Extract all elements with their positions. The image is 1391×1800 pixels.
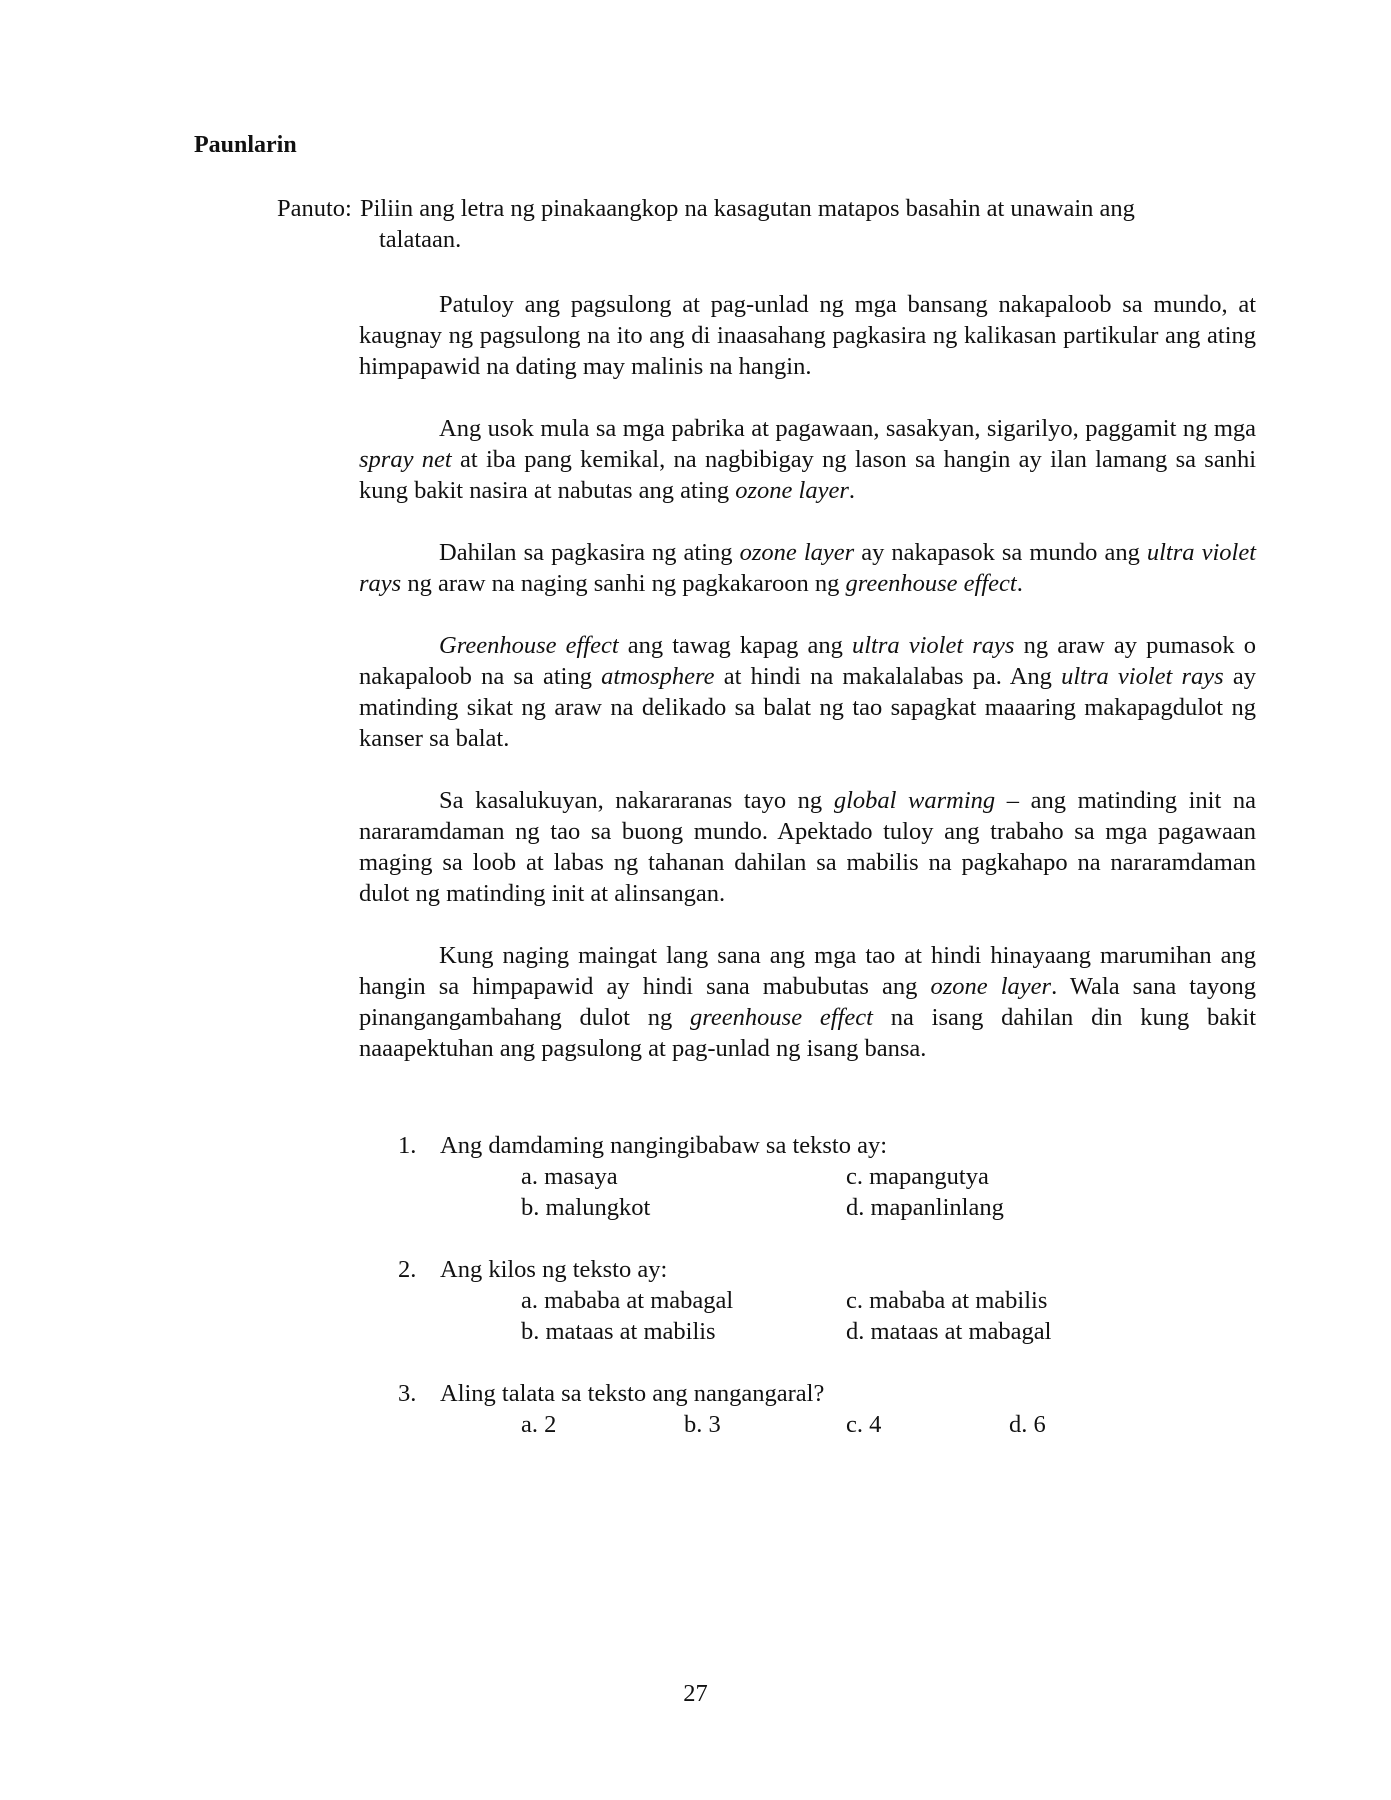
question-number: 3. (398, 1380, 417, 1407)
passage-paragraph-1 (359, 289, 1256, 382)
italic-term: ozone layer (930, 973, 1052, 1000)
question-number: 2. (398, 1256, 417, 1283)
text-segment: at iba pang kemikal, na nagbibigay ng lason sa hangin ay ilan lamang sa sanhi kung bakit nasira at nabutas ang ating (359, 446, 1257, 504)
text-segment: Patuloy ang pagsulong at pag-unlad ng mga bansang nakapaloob sa mundo, at kaugnay ng pagsulong na ito ang di inaasahang pagkasira ng kalikasan partikular ang ating himpapawid na dating may malinis na hangin. (359, 291, 1256, 380)
italic-term: global warming (833, 787, 996, 814)
question-stem (398, 1378, 1198, 1409)
instruction-line-2: talataan. (379, 226, 462, 253)
question-text: Ang kilos ng teksto ay: (440, 1256, 668, 1283)
italic-term: ozone layer (735, 477, 849, 504)
question-1 (398, 1130, 1198, 1223)
text-segment: ang tawag kapag ang (618, 632, 852, 659)
choice-a[interactable]: a. 2 (521, 1411, 557, 1438)
choice-b[interactable]: b. 3 (684, 1411, 721, 1438)
choice-d[interactable]: d. mapanlinlang (846, 1194, 1004, 1221)
text-segment: at hindi na makalalabas pa. Ang (714, 663, 1062, 690)
choice-grid (521, 1161, 1198, 1223)
choice-c[interactable]: c. 4 (846, 1411, 882, 1438)
text-segment: . Wala sana tayong pinangangambahang dulot ng (359, 973, 1256, 1031)
italic-term: ozone layer (739, 539, 855, 566)
passage-paragraph-6 (359, 940, 1256, 1064)
choice-c[interactable]: c. mababa at mabilis (846, 1287, 1048, 1314)
choice-b[interactable]: b. mataas at mabilis (521, 1318, 716, 1345)
italic-term: ultra violet rays (1061, 663, 1224, 690)
question-text: Ang damdaming nangingibabaw sa teksto ay: (440, 1132, 888, 1159)
text-segment: Kung naging maingat lang sana ang mga tao at hindi hinayaang marumihan ang hangin sa himpapawid ay hindi sana mabubutas ang (359, 942, 1256, 1000)
italic-term: ultra violet rays (851, 632, 1015, 659)
text-segment: Sa kasalukuyan, nakararanas tayo ng (439, 787, 834, 814)
choice-row (521, 1409, 1198, 1440)
question-number: 1. (398, 1132, 417, 1159)
question-list (398, 1130, 1198, 1471)
text-segment: – ang matinding init na nararamdaman ng tao sa buong mundo. Apektado tuloy ang trabaho sa mga pagawaan maging sa loob at labas ng tahanan dahilan sa mabilis na pagkahapo na nararamdaman dulot ng matinding init at alinsangan. (359, 787, 1256, 907)
italic-term: Greenhouse effect (439, 632, 619, 659)
instruction-label: Panuto: (277, 195, 352, 222)
choice-b[interactable]: b. malungkot (521, 1194, 651, 1221)
text-segment: Ang usok mula sa mga pabrika at pagawaan, sasakyan, sigarilyo, paggamit ng mga (439, 415, 1256, 442)
instruction-block (277, 193, 1257, 255)
choice-grid (521, 1285, 1198, 1347)
passage-paragraph-4 (359, 630, 1256, 754)
italic-term: spray net (359, 446, 452, 473)
italic-term: atmosphere (601, 663, 715, 690)
question-3 (398, 1378, 1198, 1440)
instruction-line-1: Piliin ang letra ng pinakaangkop na kasagutan matapos basahin at unawain ang (360, 195, 1135, 222)
text-segment: Dahilan sa pagkasira ng ating (439, 539, 740, 566)
text-segment: ay matinding sikat ng araw na delikado sa balat ng tao sapagkat maaaring makapagdulot ng kanser sa balat. (359, 663, 1257, 752)
text-segment: . (1016, 570, 1023, 597)
text-segment: ng araw na naging sanhi ng pagkakaroon ng (401, 570, 846, 597)
italic-term: greenhouse effect (845, 570, 1017, 597)
question-2 (398, 1254, 1198, 1347)
italic-term: greenhouse effect (690, 1004, 873, 1031)
question-stem (398, 1130, 1198, 1161)
choice-d[interactable]: d. 6 (1009, 1411, 1046, 1438)
text-segment: ay nakapasok sa mundo ang (854, 539, 1147, 566)
text-segment: . (848, 477, 855, 504)
section-title: Paunlarin (194, 132, 297, 158)
choice-c[interactable]: c. mapangutya (846, 1163, 989, 1190)
reading-passage (359, 289, 1256, 1095)
question-text: Aling talata sa teksto ang nangangaral? (440, 1380, 825, 1407)
question-stem (398, 1254, 1198, 1285)
passage-paragraph-2 (359, 413, 1256, 506)
choice-d[interactable]: d. mataas at mabagal (846, 1318, 1052, 1345)
choice-a[interactable]: a. mababa at mabagal (521, 1287, 734, 1314)
passage-paragraph-5 (359, 785, 1256, 909)
text-segment: ng araw ay pumasok o nakapaloob na sa ating (359, 632, 1256, 690)
choice-a[interactable]: a. masaya (521, 1163, 618, 1190)
instruction-text (360, 193, 1242, 255)
page-number: 27 (683, 1680, 708, 1707)
passage-paragraph-3 (359, 537, 1256, 599)
italic-term: ultra violet rays (359, 539, 1256, 597)
text-segment: na isang dahilan din kung bakit naaapektuhan ang pagsulong at pag-unlad ng isang bansa. (359, 1004, 1257, 1062)
